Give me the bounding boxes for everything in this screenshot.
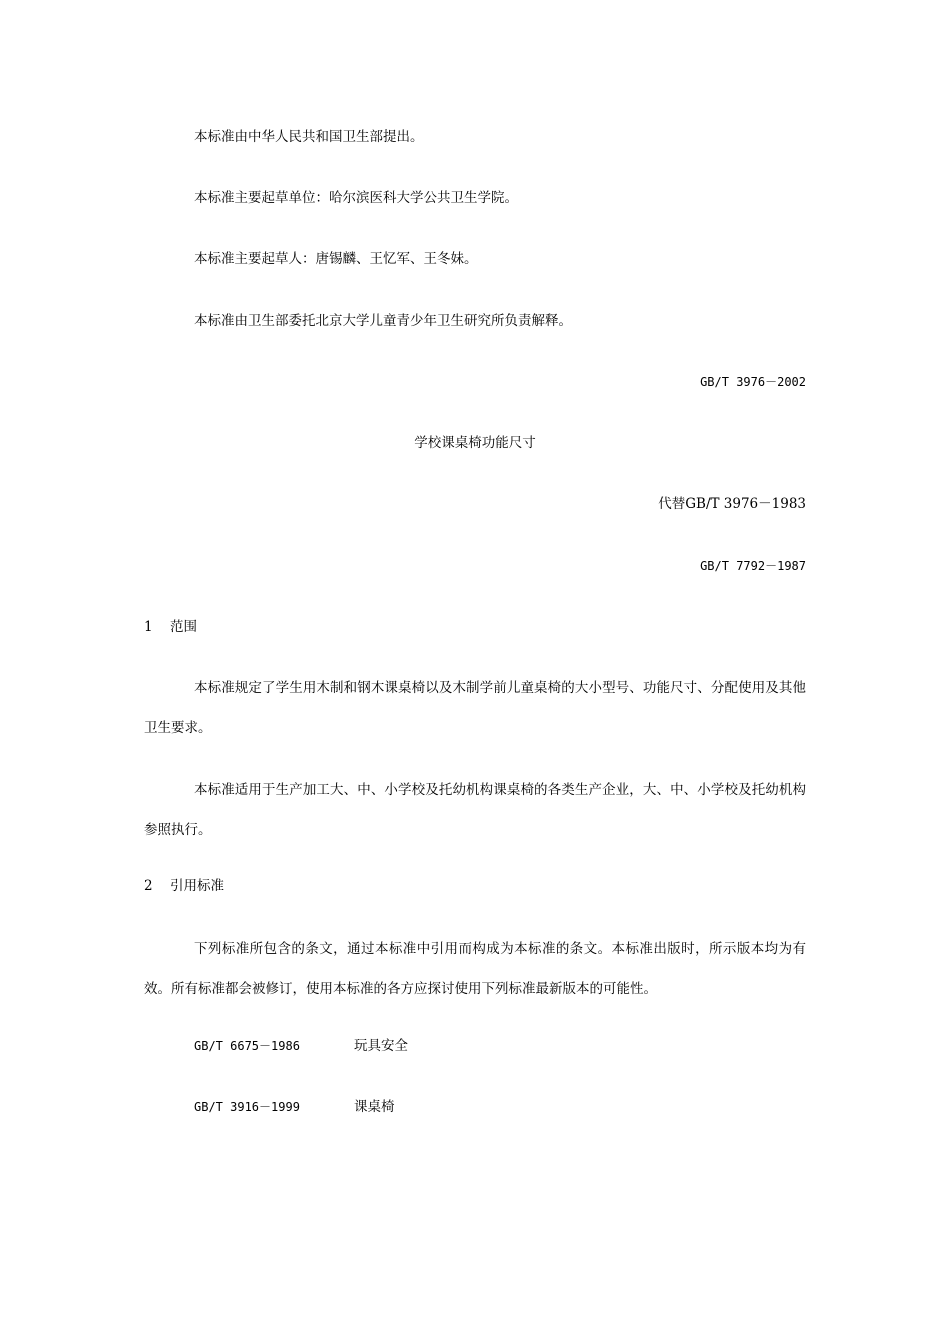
reference-name: 玩具安全 — [354, 1038, 408, 1054]
reference-item — [194, 1097, 395, 1117]
proposer-text: 本标准由中华人民共和国卫生部提出。 — [194, 129, 424, 145]
replaces-line-2: GB/T 7792－1987 — [700, 559, 806, 573]
standard-title: 学校课桌椅功能尺寸 — [414, 435, 536, 451]
section-number: 1 — [144, 619, 153, 635]
section-number: 2 — [144, 878, 153, 894]
scope-paragraph-2: 本标准适用于生产加工大、中、小学校及托幼机构课桌椅的各类生产企业，大、中、小学校及托幼机构参照执行。 — [144, 782, 806, 838]
section-title: 引用标准 — [170, 878, 224, 894]
replaces-text-1: 代替GB/T 3976－1983 — [658, 496, 806, 512]
section-heading-references — [144, 876, 224, 896]
section-heading-scope — [144, 617, 197, 637]
section-title: 范围 — [170, 619, 197, 635]
reference-code: GB/T 6675－1986 — [194, 1039, 300, 1053]
reference-name: 课桌椅 — [354, 1099, 395, 1115]
standard-code: GB/T 3976－2002 — [700, 375, 806, 389]
drafters-text: 本标准主要起草人：唐锡麟、王忆军、王冬妹。 — [194, 251, 478, 267]
interpretation-text: 本标准由卫生部委托北京大学儿童青少年卫生研究所负责解释。 — [194, 313, 572, 329]
reference-code: GB/T 3916－1999 — [194, 1100, 300, 1114]
references-paragraph: 下列标准所包含的条文，通过本标准中引用而构成为本标准的条文。本标准出版时，所示版本均为有效。所有标准都会被修订，使用本标准的各方应探讨使用下列标准最新版本的可能性。 — [144, 941, 806, 997]
replaces-line-1 — [658, 494, 806, 514]
reference-item — [194, 1036, 408, 1056]
drafting-unit-text: 本标准主要起草单位：哈尔滨医科大学公共卫生学院。 — [194, 190, 518, 206]
scope-paragraph-1: 本标准规定了学生用木制和钢木课桌椅以及木制学前儿童桌椅的大小型号、功能尺寸、分配使用及其他卫生要求。 — [144, 680, 806, 736]
